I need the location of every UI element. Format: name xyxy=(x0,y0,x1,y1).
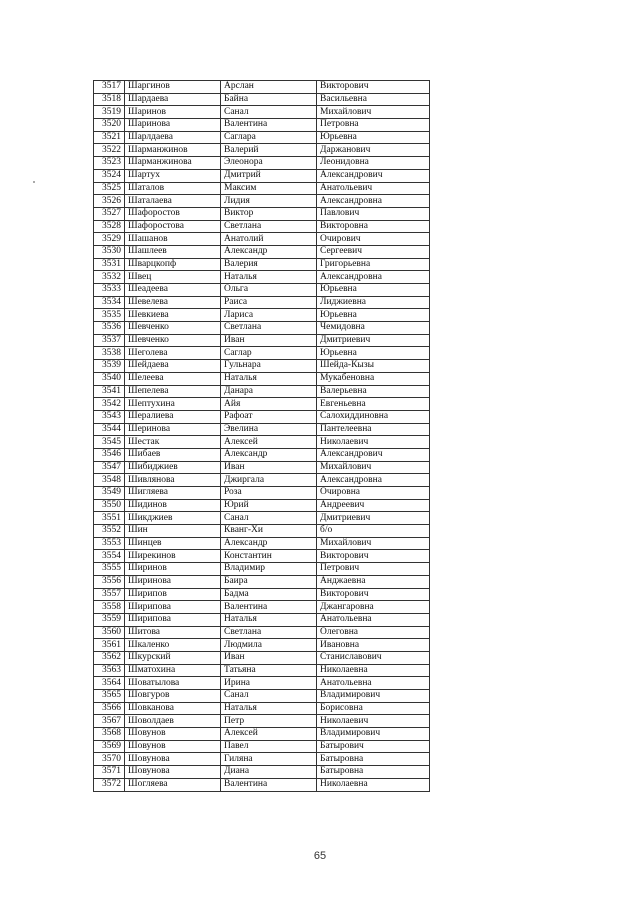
table-row xyxy=(94,588,430,601)
table-row xyxy=(94,322,430,335)
surname-cell: Шарлдаева xyxy=(125,131,221,144)
patronymic-cell: Александровна xyxy=(317,271,430,284)
surname-cell: Шварцкопф xyxy=(125,258,221,271)
table-row xyxy=(94,423,430,436)
surname-cell: Шовканова xyxy=(125,702,221,715)
patronymic-cell: Александровна xyxy=(317,474,430,487)
first-name-cell: Данара xyxy=(221,385,317,398)
surname-cell: Шарманжинов xyxy=(125,144,221,157)
table-row xyxy=(94,690,430,703)
record-number-cell: 3572 xyxy=(94,778,125,791)
record-number-cell: 3545 xyxy=(94,436,125,449)
first-name-cell: Светлана xyxy=(221,322,317,335)
record-number-cell: 3561 xyxy=(94,639,125,652)
surname-cell: Ширипов xyxy=(125,588,221,601)
patronymic-cell: б/о xyxy=(317,525,430,538)
first-name-cell: Виктор xyxy=(221,207,317,220)
first-name-cell: Александр xyxy=(221,245,317,258)
patronymic-cell: Николаевич xyxy=(317,715,430,728)
record-number-cell: 3532 xyxy=(94,271,125,284)
patronymic-cell: Юрьевна xyxy=(317,131,430,144)
first-name-cell: Валерий xyxy=(221,144,317,157)
surname-cell: Шаринов xyxy=(125,106,221,119)
first-name-cell: Петр xyxy=(221,715,317,728)
first-name-cell: Элеонора xyxy=(221,157,317,170)
table-row xyxy=(94,766,430,779)
patronymic-cell: Михайлович xyxy=(317,106,430,119)
surname-cell: Шестак xyxy=(125,436,221,449)
table-row xyxy=(94,715,430,728)
first-name-cell: Алексей xyxy=(221,436,317,449)
patronymic-cell: Юрьевна xyxy=(317,284,430,297)
table-row xyxy=(94,131,430,144)
record-number-cell: 3523 xyxy=(94,157,125,170)
first-name-cell: Светлана xyxy=(221,220,317,233)
patronymic-cell: Александрович xyxy=(317,448,430,461)
patronymic-cell: Васильевна xyxy=(317,93,430,106)
patronymic-cell: Валерьевна xyxy=(317,385,430,398)
table-row xyxy=(94,258,430,271)
table-row xyxy=(94,284,430,297)
table-row xyxy=(94,385,430,398)
patronymic-cell: Лиджиевна xyxy=(317,296,430,309)
table-row xyxy=(94,245,430,258)
record-number-cell: 3524 xyxy=(94,169,125,182)
table-row xyxy=(94,575,430,588)
first-name-cell: Роза xyxy=(221,487,317,500)
first-name-cell: Арслан xyxy=(221,81,317,94)
table-row xyxy=(94,626,430,639)
patronymic-cell: Мукабеновна xyxy=(317,372,430,385)
surname-cell: Ширекинов xyxy=(125,550,221,563)
surname-cell: Шикджиев xyxy=(125,512,221,525)
first-name-cell: Раиса xyxy=(221,296,317,309)
record-number-cell: 3555 xyxy=(94,563,125,576)
record-number-cell: 3571 xyxy=(94,766,125,779)
record-number-cell: 3522 xyxy=(94,144,125,157)
first-name-cell: Диана xyxy=(221,766,317,779)
surname-cell: Шкурский xyxy=(125,651,221,664)
surname-cell: Шафоростова xyxy=(125,220,221,233)
scan-speck xyxy=(33,181,35,183)
first-name-cell: Байна xyxy=(221,93,317,106)
surname-cell: Шептухина xyxy=(125,398,221,411)
first-name-cell: Айя xyxy=(221,398,317,411)
table-row xyxy=(94,601,430,614)
record-number-cell: 3570 xyxy=(94,753,125,766)
first-name-cell: Гульнара xyxy=(221,360,317,373)
first-name-cell: Рафоат xyxy=(221,410,317,423)
first-name-cell: Санал xyxy=(221,106,317,119)
surname-cell: Шматохина xyxy=(125,664,221,677)
patronymic-cell: Салохиддиновна xyxy=(317,410,430,423)
record-number-cell: 3560 xyxy=(94,626,125,639)
patronymic-cell: Николаевич xyxy=(317,436,430,449)
surname-cell: Шигляева xyxy=(125,487,221,500)
table-row xyxy=(94,106,430,119)
table-row xyxy=(94,410,430,423)
patronymic-cell: Батырович xyxy=(317,740,430,753)
table-row xyxy=(94,271,430,284)
patronymic-cell: Дмитриевич xyxy=(317,512,430,525)
patronymic-cell: Викторович xyxy=(317,81,430,94)
surname-cell: Шоволдаев xyxy=(125,715,221,728)
patronymic-cell: Очирович xyxy=(317,233,430,246)
surname-cell: Шибаев xyxy=(125,448,221,461)
table-row xyxy=(94,195,430,208)
surname-cell: Шин xyxy=(125,525,221,538)
surname-cell: Шевченко xyxy=(125,322,221,335)
record-number-cell: 3554 xyxy=(94,550,125,563)
patronymic-cell: Викторовна xyxy=(317,220,430,233)
record-number-cell: 3525 xyxy=(94,182,125,195)
table-row xyxy=(94,512,430,525)
first-name-cell: Юрий xyxy=(221,499,317,512)
record-number-cell: 3567 xyxy=(94,715,125,728)
record-number-cell: 3566 xyxy=(94,702,125,715)
first-name-cell: Санал xyxy=(221,690,317,703)
first-name-cell: Валерия xyxy=(221,258,317,271)
surname-cell: Шевкиева xyxy=(125,309,221,322)
first-name-cell: Александр xyxy=(221,537,317,550)
table-row xyxy=(94,461,430,474)
first-name-cell: Александр xyxy=(221,448,317,461)
first-name-cell: Санал xyxy=(221,512,317,525)
record-number-cell: 3559 xyxy=(94,613,125,626)
first-name-cell: Алексей xyxy=(221,728,317,741)
table-row xyxy=(94,525,430,538)
first-name-cell: Наталья xyxy=(221,271,317,284)
table-row xyxy=(94,436,430,449)
patronymic-cell: Евгеньевна xyxy=(317,398,430,411)
first-name-cell: Баира xyxy=(221,575,317,588)
surname-cell: Шарманжинова xyxy=(125,157,221,170)
record-number-cell: 3562 xyxy=(94,651,125,664)
first-name-cell: Павел xyxy=(221,740,317,753)
surname-cell: Ширипова xyxy=(125,613,221,626)
patronymic-cell: Олеговна xyxy=(317,626,430,639)
surname-cell: Шовунов xyxy=(125,728,221,741)
record-number-cell: 3546 xyxy=(94,448,125,461)
surname-cell: Швец xyxy=(125,271,221,284)
surname-cell: Шоватылова xyxy=(125,677,221,690)
table-row xyxy=(94,144,430,157)
surname-cell: Шовунова xyxy=(125,766,221,779)
record-number-cell: 3533 xyxy=(94,284,125,297)
patronymic-cell: Владимирович xyxy=(317,690,430,703)
record-number-cell: 3527 xyxy=(94,207,125,220)
record-number-cell: 3565 xyxy=(94,690,125,703)
patronymic-cell: Петровна xyxy=(317,119,430,132)
surname-cell: Шовунов xyxy=(125,740,221,753)
first-name-cell: Наталья xyxy=(221,613,317,626)
first-name-cell: Валентина xyxy=(221,778,317,791)
first-name-cell: Бадма xyxy=(221,588,317,601)
record-number-cell: 3520 xyxy=(94,119,125,132)
first-name-cell: Людмила xyxy=(221,639,317,652)
patronymic-cell: Анатольевна xyxy=(317,677,430,690)
patronymic-cell: Григорьевна xyxy=(317,258,430,271)
surname-cell: Ширинова xyxy=(125,575,221,588)
record-number-cell: 3552 xyxy=(94,525,125,538)
table-row xyxy=(94,651,430,664)
record-number-cell: 3539 xyxy=(94,360,125,373)
record-number-cell: 3548 xyxy=(94,474,125,487)
surname-cell: Шинцев xyxy=(125,537,221,550)
record-number-cell: 3542 xyxy=(94,398,125,411)
patronymic-cell: Александровна xyxy=(317,195,430,208)
table-row xyxy=(94,474,430,487)
surname-cell: Ширипова xyxy=(125,601,221,614)
patronymic-cell: Станиславович xyxy=(317,651,430,664)
surname-cell: Шартух xyxy=(125,169,221,182)
record-number-cell: 3549 xyxy=(94,487,125,500)
surname-cell: Шовунова xyxy=(125,753,221,766)
table-row xyxy=(94,309,430,322)
patronymic-cell: Шейда-Кызы xyxy=(317,360,430,373)
surname-cell: Шепелева xyxy=(125,385,221,398)
first-name-cell: Лариса xyxy=(221,309,317,322)
record-number-cell: 3530 xyxy=(94,245,125,258)
record-number-cell: 3536 xyxy=(94,322,125,335)
patronymic-cell: Михайлович xyxy=(317,461,430,474)
record-number-cell: 3541 xyxy=(94,385,125,398)
table-row xyxy=(94,233,430,246)
first-name-cell: Владимир xyxy=(221,563,317,576)
record-number-cell: 3519 xyxy=(94,106,125,119)
table-row xyxy=(94,169,430,182)
first-name-cell: Валентина xyxy=(221,119,317,132)
first-name-cell: Валентина xyxy=(221,601,317,614)
surname-cell: Шаталов xyxy=(125,182,221,195)
record-number-cell: 3528 xyxy=(94,220,125,233)
surname-cell: Шардаева xyxy=(125,93,221,106)
first-name-cell: Ольга xyxy=(221,284,317,297)
record-number-cell: 3521 xyxy=(94,131,125,144)
record-number-cell: 3537 xyxy=(94,334,125,347)
table-row xyxy=(94,448,430,461)
surname-cell: Шевелева xyxy=(125,296,221,309)
first-name-cell: Дмитрий xyxy=(221,169,317,182)
table-row xyxy=(94,753,430,766)
patronymic-cell: Николаевна xyxy=(317,778,430,791)
first-name-cell: Татьяна xyxy=(221,664,317,677)
table-row xyxy=(94,334,430,347)
patronymic-cell: Михайлович xyxy=(317,537,430,550)
first-name-cell: Иван xyxy=(221,334,317,347)
table-row xyxy=(94,398,430,411)
record-number-cell: 3568 xyxy=(94,728,125,741)
table-row xyxy=(94,677,430,690)
table-row xyxy=(94,639,430,652)
first-name-cell: Константин xyxy=(221,550,317,563)
record-number-cell: 3529 xyxy=(94,233,125,246)
surname-cell: Шелеева xyxy=(125,372,221,385)
record-number-cell: 3518 xyxy=(94,93,125,106)
table-row xyxy=(94,81,430,94)
page-number: 65 xyxy=(313,850,327,862)
patronymic-cell: Сергеевич xyxy=(317,245,430,258)
patronymic-cell: Андреевич xyxy=(317,499,430,512)
patronymic-cell: Чемидовна xyxy=(317,322,430,335)
surname-cell: Шеринова xyxy=(125,423,221,436)
patronymic-cell: Павлович xyxy=(317,207,430,220)
surname-cell: Шибиджиев xyxy=(125,461,221,474)
patronymic-cell: Юрьевна xyxy=(317,347,430,360)
surname-cell: Шаргинов xyxy=(125,81,221,94)
table-row xyxy=(94,778,430,791)
patronymic-cell: Батыровна xyxy=(317,766,430,779)
record-number-cell: 3526 xyxy=(94,195,125,208)
table-row xyxy=(94,664,430,677)
surname-cell: Шеголева xyxy=(125,347,221,360)
patronymic-cell: Очировна xyxy=(317,487,430,500)
record-number-cell: 3569 xyxy=(94,740,125,753)
table-row xyxy=(94,119,430,132)
first-name-cell: Саглар xyxy=(221,347,317,360)
table-row xyxy=(94,487,430,500)
surname-cell: Ширинов xyxy=(125,563,221,576)
first-name-cell: Максим xyxy=(221,182,317,195)
first-name-cell: Иван xyxy=(221,461,317,474)
table-row xyxy=(94,360,430,373)
patronymic-cell: Ивановна xyxy=(317,639,430,652)
record-number-cell: 3538 xyxy=(94,347,125,360)
table-row xyxy=(94,347,430,360)
table-row xyxy=(94,499,430,512)
patronymic-cell: Джангаровна xyxy=(317,601,430,614)
first-name-cell: Светлана xyxy=(221,626,317,639)
first-name-cell: Иван xyxy=(221,651,317,664)
surname-cell: Шаринова xyxy=(125,119,221,132)
record-number-cell: 3540 xyxy=(94,372,125,385)
record-number-cell: 3517 xyxy=(94,81,125,94)
surname-cell: Шейдаева xyxy=(125,360,221,373)
patronymic-cell: Владимирович xyxy=(317,728,430,741)
table-row xyxy=(94,728,430,741)
first-name-cell: Лидия xyxy=(221,195,317,208)
patronymic-cell: Викторович xyxy=(317,588,430,601)
patronymic-cell: Леонидовна xyxy=(317,157,430,170)
patronymic-cell: Борисовна xyxy=(317,702,430,715)
table-row xyxy=(94,372,430,385)
surname-cell: Шашлеев xyxy=(125,245,221,258)
table-row xyxy=(94,93,430,106)
patronymic-cell: Пантелеевна xyxy=(317,423,430,436)
table-row xyxy=(94,182,430,195)
record-number-cell: 3556 xyxy=(94,575,125,588)
surname-cell: Шаталаева xyxy=(125,195,221,208)
record-number-cell: 3558 xyxy=(94,601,125,614)
surname-cell: Шафоростов xyxy=(125,207,221,220)
record-number-cell: 3535 xyxy=(94,309,125,322)
first-name-cell: Наталья xyxy=(221,702,317,715)
record-number-cell: 3563 xyxy=(94,664,125,677)
surname-cell: Шеадеева xyxy=(125,284,221,297)
record-number-cell: 3564 xyxy=(94,677,125,690)
first-name-cell: Ирина xyxy=(221,677,317,690)
surname-cell: Шевченко xyxy=(125,334,221,347)
table-row xyxy=(94,296,430,309)
table-row xyxy=(94,537,430,550)
patronymic-cell: Анатольевич xyxy=(317,182,430,195)
surname-cell: Шидинов xyxy=(125,499,221,512)
first-name-cell: Гиляна xyxy=(221,753,317,766)
table-row xyxy=(94,220,430,233)
surname-cell: Шкаленко xyxy=(125,639,221,652)
table-row xyxy=(94,157,430,170)
patronymic-cell: Юрьевна xyxy=(317,309,430,322)
patronymic-cell: Александрович xyxy=(317,169,430,182)
roster-table-body xyxy=(94,81,430,792)
record-number-cell: 3534 xyxy=(94,296,125,309)
record-number-cell: 3544 xyxy=(94,423,125,436)
patronymic-cell: Николаевна xyxy=(317,664,430,677)
record-number-cell: 3551 xyxy=(94,512,125,525)
patronymic-cell: Петрович xyxy=(317,563,430,576)
record-number-cell: 3543 xyxy=(94,410,125,423)
surname-cell: Шералиева xyxy=(125,410,221,423)
surname-cell: Шивлянова xyxy=(125,474,221,487)
surname-cell: Шовгуров xyxy=(125,690,221,703)
first-name-cell: Кванг-Хи xyxy=(221,525,317,538)
surname-cell: Шогляева xyxy=(125,778,221,791)
record-number-cell: 3550 xyxy=(94,499,125,512)
roster-table xyxy=(93,80,430,792)
first-name-cell: Анатолий xyxy=(221,233,317,246)
patronymic-cell: Батыровна xyxy=(317,753,430,766)
patronymic-cell: Викторович xyxy=(317,550,430,563)
patronymic-cell: Анджаевна xyxy=(317,575,430,588)
record-number-cell: 3531 xyxy=(94,258,125,271)
patronymic-cell: Анатольевна xyxy=(317,613,430,626)
patronymic-cell: Дмитриевич xyxy=(317,334,430,347)
first-name-cell: Эвелина xyxy=(221,423,317,436)
table-row xyxy=(94,550,430,563)
first-name-cell: Саглара xyxy=(221,131,317,144)
table-row xyxy=(94,207,430,220)
surname-cell: Шашанов xyxy=(125,233,221,246)
record-number-cell: 3557 xyxy=(94,588,125,601)
patronymic-cell: Даржанович xyxy=(317,144,430,157)
first-name-cell: Джиргала xyxy=(221,474,317,487)
table-row xyxy=(94,613,430,626)
table-row xyxy=(94,702,430,715)
record-number-cell: 3553 xyxy=(94,537,125,550)
table-row xyxy=(94,563,430,576)
record-number-cell: 3547 xyxy=(94,461,125,474)
surname-cell: Шитова xyxy=(125,626,221,639)
first-name-cell: Наталья xyxy=(221,372,317,385)
table-row xyxy=(94,740,430,753)
